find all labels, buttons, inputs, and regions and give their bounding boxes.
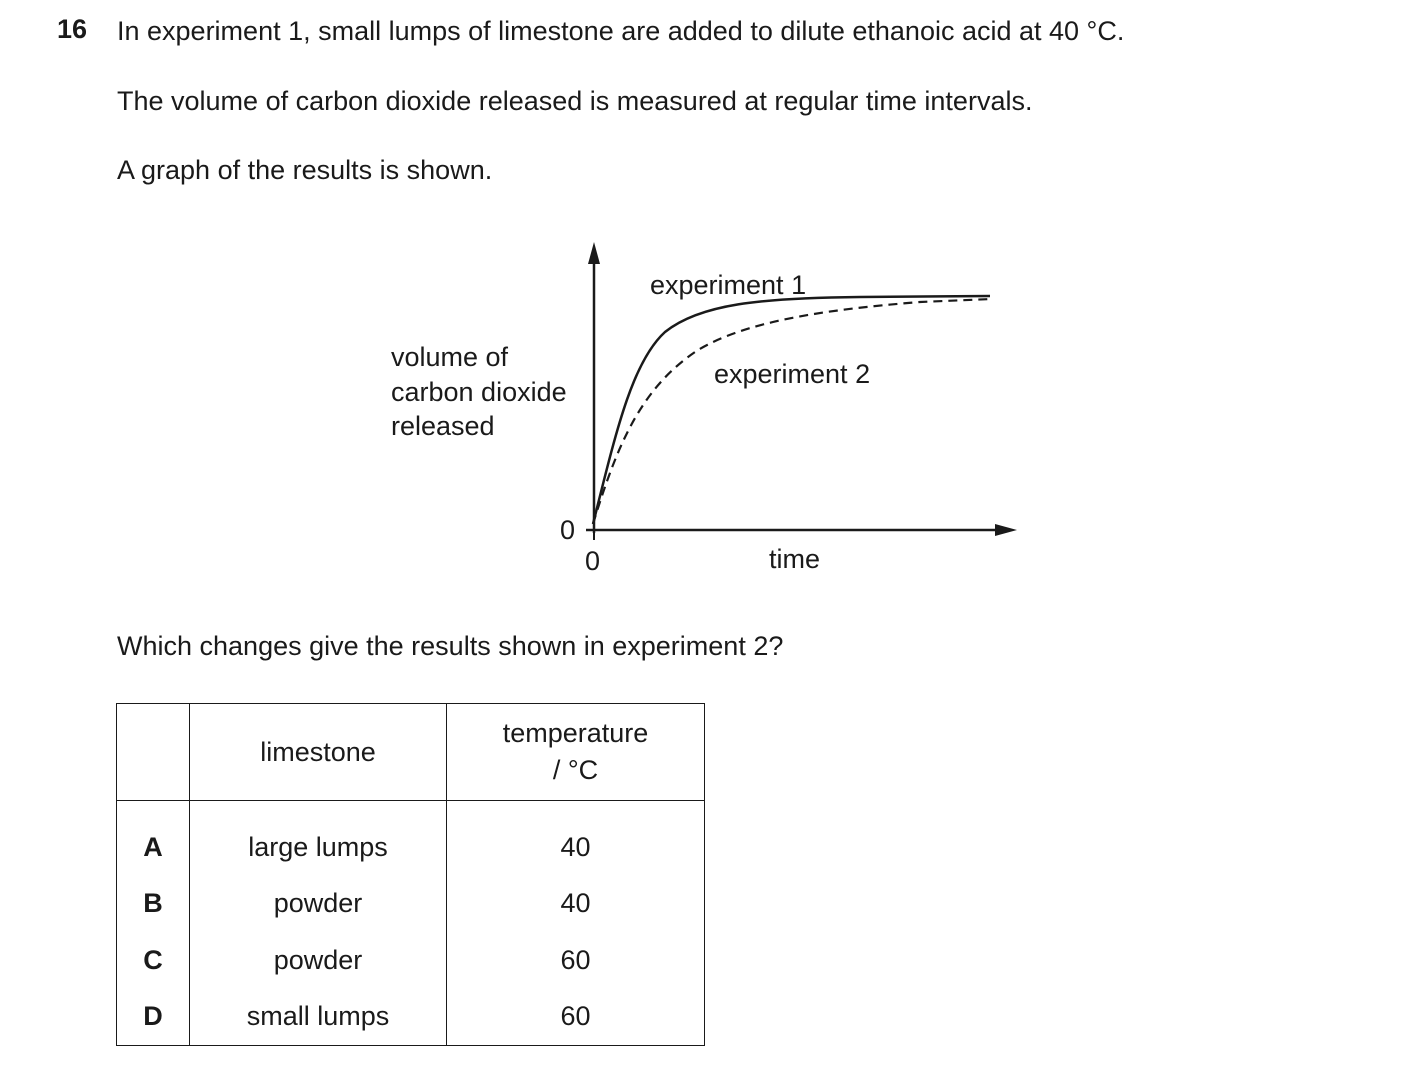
table-row[interactable] <box>117 801 705 876</box>
x-axis-label: time <box>769 544 821 574</box>
option-temperature: 60 <box>447 989 705 1046</box>
option-limestone: large lumps <box>190 801 447 876</box>
question-text-2: The volume of carbon dioxide released is measured at regular time intervals. <box>117 86 1033 116</box>
question-prompt: Which changes give the results shown in experiment 2? <box>117 631 784 661</box>
header-temperature <box>447 704 705 801</box>
y-label-line-2: carbon dioxide <box>391 376 567 407</box>
results-graph <box>380 232 1040 592</box>
experiment-2-label: experiment 2 <box>714 359 871 389</box>
table-row[interactable] <box>117 876 705 933</box>
experiment-1-label: experiment 1 <box>650 270 807 300</box>
experiment-2-curve <box>593 299 992 524</box>
y-origin-label: 0 <box>560 515 576 545</box>
option-limestone: powder <box>190 932 447 989</box>
option-letter[interactable]: C <box>117 932 190 989</box>
option-letter[interactable]: B <box>117 876 190 933</box>
table-header-row <box>117 704 705 801</box>
question-text-3: A graph of the results is shown. <box>117 155 493 185</box>
option-temperature: 40 <box>447 876 705 933</box>
x-axis-arrow <box>995 524 1017 536</box>
y-label-line-3: released <box>391 411 495 441</box>
experiment-1-curve <box>593 296 990 524</box>
question-text-1: In experiment 1, small lumps of limestone are added to dilute ethanoic acid at 40 °C. <box>117 16 1125 46</box>
y-axis-arrow <box>588 242 600 264</box>
option-limestone: powder <box>190 876 447 933</box>
option-temperature: 60 <box>447 932 705 989</box>
option-letter[interactable]: D <box>117 989 190 1046</box>
header-limestone: limestone <box>190 704 447 801</box>
header-temperature-line-2: / °C <box>552 755 599 785</box>
question-number: 16 <box>57 14 88 44</box>
x-origin-label: 0 <box>585 546 601 576</box>
table-row[interactable] <box>117 989 705 1046</box>
option-letter[interactable]: A <box>117 801 190 876</box>
options-table <box>116 703 705 1046</box>
option-limestone: small lumps <box>190 989 447 1046</box>
header-temperature-line-1: temperature <box>502 718 649 748</box>
option-temperature: 40 <box>447 801 705 876</box>
y-label-line-1: volume of <box>391 342 509 372</box>
table-row[interactable] <box>117 932 705 989</box>
header-empty <box>117 704 190 801</box>
